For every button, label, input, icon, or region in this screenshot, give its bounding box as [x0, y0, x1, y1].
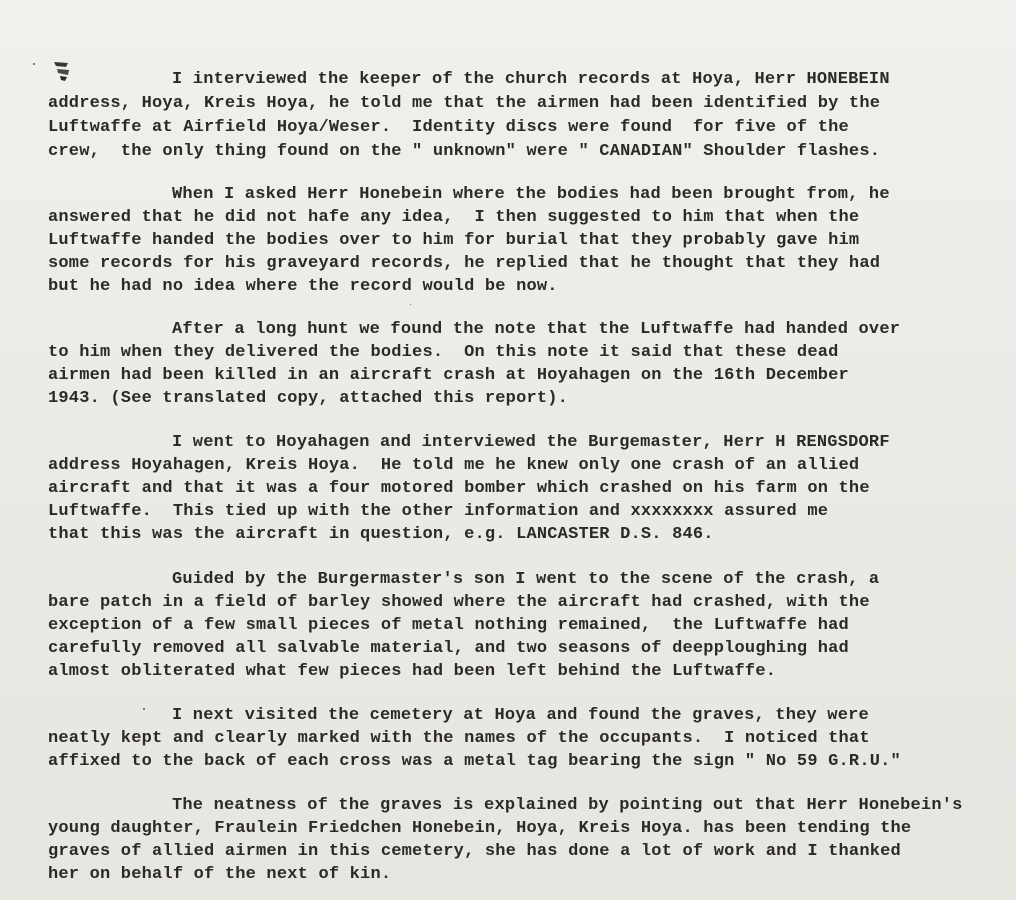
text-line: address Hoyahagen, Kreis Hoya. He told me he knew only one crash of an allied — [48, 456, 860, 475]
text-line: When I asked Herr Honebein where the bodies had been brought from, he — [172, 185, 890, 204]
text-line: to him when they delivered the bodies. On this note it said that these dead — [48, 343, 839, 362]
text-line: Luftwaffe. This tied up with the other information and xxxxxxxx assured me — [48, 502, 829, 521]
text-line: I next visited the cemetery at Hoya and found the graves, they were — [172, 706, 869, 725]
text-line: bare patch in a field of barley showed where the aircraft had crashed, with the — [48, 593, 870, 612]
text-line: I interviewed the keeper of the church records at Hoya, Herr HONEBEIN — [172, 70, 890, 89]
text-line: After a long hunt we found the note that the Luftwaffe had handed over — [172, 320, 901, 339]
text-line: almost obliterated what few pieces had been left behind the Luftwaffe. — [48, 662, 777, 681]
text-line: graves of allied airmen in this cemetery, she has done a lot of work and I thanked — [48, 842, 901, 861]
text-line: but he had no idea where the record would be now. — [48, 277, 558, 296]
text-line: that this was the aircraft in question, e.g. LANCASTER D.S. 846. — [48, 525, 714, 544]
text-line: The neatness of the graves is explained by pointing out that Herr Honebein's — [172, 796, 963, 815]
text-line: her on behalf of the next of kin. — [48, 865, 392, 884]
text-line: I went to Hoyahagen and interviewed the Burgemaster, Herr H RENGSDORF — [172, 433, 890, 452]
text-line: some records for his graveyard records, he replied that he thought that they had — [48, 254, 881, 273]
text-line: young daughter, Fraulein Friedchen Honebein, Hoya, Kreis Hoya. has been tending the — [48, 819, 912, 838]
text-line: airmen had been killed in an aircraft crash at Hoyahagen on the 16th December — [48, 366, 849, 385]
text-line: affixed to the back of each cross was a metal tag bearing the sign " No 59 G.R.U." — [48, 752, 901, 771]
text-line: Guided by the Burgermaster's son I went to the scene of the crash, a — [172, 570, 880, 589]
text-line: 1943. (See translated copy, attached this report). — [48, 389, 569, 408]
text-line: crew, the only thing found on the " unknown" were " CANADIAN" Shoulder flashes. — [48, 142, 881, 161]
text-line: address, Hoya, Kreis Hoya, he told me that the airmen had been identified by the — [48, 94, 881, 113]
text-line: aircraft and that it was a four motored bomber which crashed on his farm on the — [48, 479, 870, 498]
text-line: neatly kept and clearly marked with the names of the occupants. I noticed that — [48, 729, 870, 748]
text-line: Luftwaffe handed the bodies over to him for burial that they probably gave him — [48, 231, 860, 250]
text-line: exception of a few small pieces of metal nothing remained, the Luftwaffe had — [48, 616, 849, 635]
text-line: answered that he did not hafe any idea, I then suggested to him that when the — [48, 208, 860, 227]
text-line: Luftwaffe at Airfield Hoya/Weser. Identity discs were found for five of the — [48, 118, 849, 137]
text-line: carefully removed all salvable material, and two seasons of deepploughing had — [48, 639, 849, 658]
